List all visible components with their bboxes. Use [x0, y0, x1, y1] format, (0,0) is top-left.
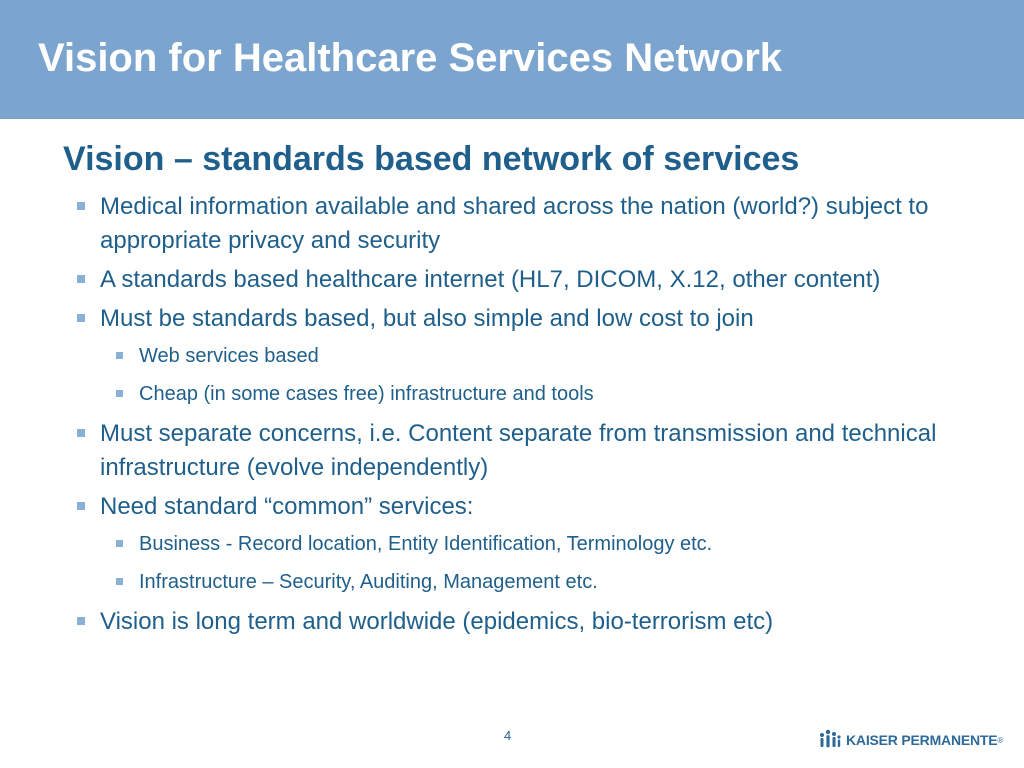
bullet-text: Must be standards based, but also simple and low cost to join — [100, 305, 754, 332]
bullet-text: Need standard “common” services: — [100, 493, 474, 520]
title-bar — [0, 0, 1024, 119]
square-bullet-icon — [116, 540, 123, 547]
square-bullet-icon — [116, 390, 123, 397]
bullet-text: Must separate concerns, i.e. Content separate from transmission and technical infrastructure (evolve independently) — [100, 420, 937, 481]
bullet-text: Vision is long term and worldwide (epidemics, bio-terrorism etc) — [100, 608, 774, 635]
bullet-item — [75, 190, 975, 258]
bullet-text: Medical information available and shared across the nation (world?) subject to appropriate privacy and security — [100, 193, 929, 254]
bullet-item — [75, 490, 975, 524]
registered-mark: ® — [997, 735, 1004, 745]
square-bullet-icon — [77, 502, 85, 510]
square-bullet-icon — [77, 275, 85, 283]
logo-text: KAISER PERMANENTE — [846, 732, 998, 748]
page-number: 4 — [504, 728, 512, 743]
bullet-item — [75, 605, 975, 639]
sub-bullet-item — [114, 529, 975, 559]
square-bullet-icon — [77, 202, 85, 210]
kaiser-permanente-logo — [818, 728, 1003, 752]
square-bullet-icon — [116, 352, 123, 359]
slide-subheading: Vision – standards based network of services — [63, 140, 800, 178]
bullet-list — [75, 190, 975, 644]
square-bullet-icon — [77, 429, 85, 437]
slide-title: Vision for Healthcare Services Network — [38, 36, 783, 80]
sub-bullet-item — [114, 341, 975, 371]
square-bullet-icon — [77, 314, 85, 322]
sub-bullet-item — [114, 567, 975, 597]
sub-bullet-text: Cheap (in some cases free) infrastructure and tools — [139, 383, 594, 405]
sub-bullet-item — [114, 379, 975, 409]
sub-bullet-text: Web services based — [139, 345, 319, 367]
bullet-text: A standards based healthcare internet (HL7, DICOM, X.12, other content) — [100, 266, 881, 293]
bullet-item — [75, 263, 975, 297]
bullet-item — [75, 302, 975, 336]
bullet-item — [75, 417, 975, 485]
sub-bullet-text: Infrastructure – Security, Auditing, Management etc. — [139, 571, 598, 593]
square-bullet-icon — [77, 617, 85, 625]
sub-bullet-text: Business - Record location, Entity Identification, Terminology etc. — [139, 533, 713, 555]
square-bullet-icon — [116, 578, 123, 585]
people-figures-icon — [818, 729, 842, 751]
